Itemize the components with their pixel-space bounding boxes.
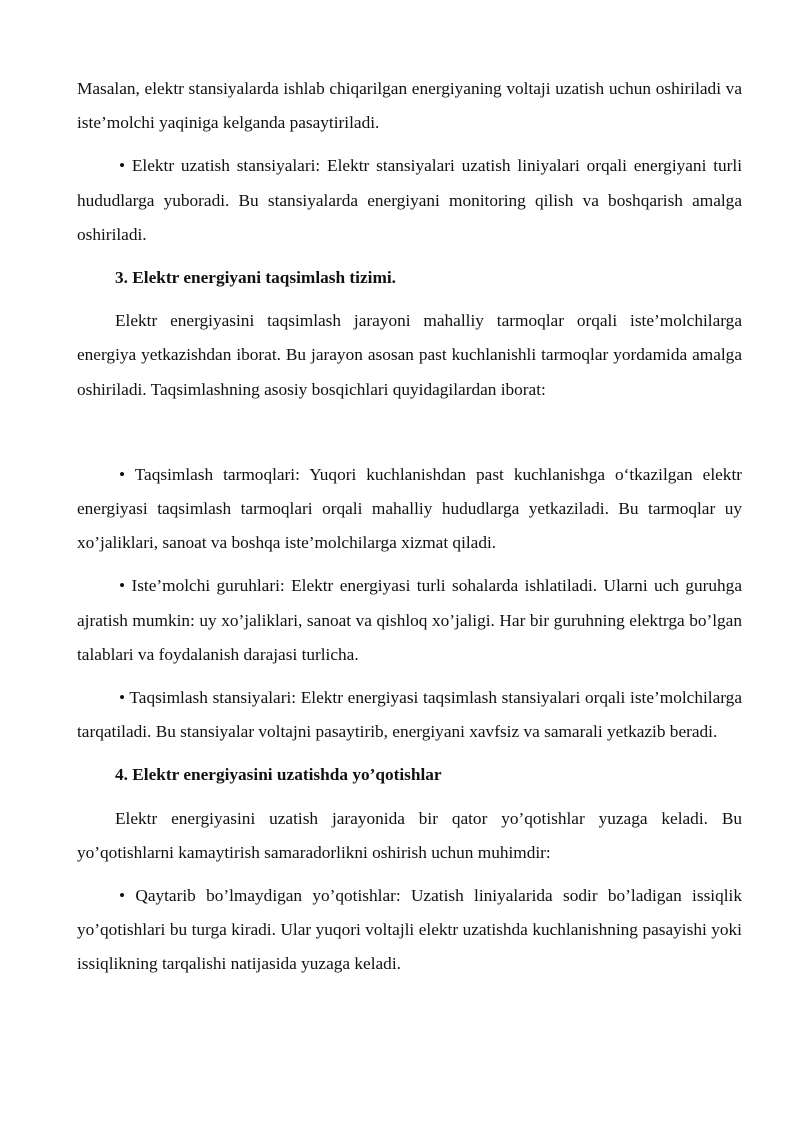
section-heading-3: 3. Elektr energiyani taqsimlash tizimi. (115, 268, 396, 288)
bullet-distribution-stations: • Taqsimlash stansiyalari: Elektr energiyasi taqsimlash stansiyalari orqali iste’molchilarga tarqatiladi. Bu stansiyalar voltajni pasaytirib, energiyani xavfsiz va samarali yetkazib beradi. (77, 688, 742, 742)
document-page (77, 72, 742, 991)
bullet-transmission-stations: • Elektr uzatish stansiyalari: Elektr stansiyalari uzatish liniyalari orqali energiyani turli hududlarga yuboradi. Bu stansiyalarda energiyani monitoring qilish va boshqarish amalga oshiriladi. (77, 156, 742, 244)
paragraph-losses-intro: Elektr energiyasini uzatish jarayonida bir qator yo’qotishlar yuzaga keladi. Bu yo’qotishlarni kamaytirish samaradorlikni oshirish uchun muhimdir: (77, 808, 742, 862)
bullet-consumer-groups: • Iste’molchi guruhlari: Elektr energiyasi turli sohalarda ishlatiladi. Ularni uch guruhga ajratish mumkin: uy xo’jaliklari, sanoat va qishloq xo’jaligi. Har bir guruhning elektrga bo’lgan talablari va foydalanish darajasi turlicha. (77, 576, 742, 664)
bullet-irreversible-losses: • Qaytarib bo’lmaydigan yo’qotishlar: Uzatish liniyalarida sodir bo’ladigan issiqlik yo’qotishlari bu turga kiradi. Ular yuqori voltajli elektr uzatishda kuchlanishning pasayishi yoki issiqlikning tarqalishi natijasida yuzaga keladi. (77, 886, 742, 974)
paragraph-continuation: Masalan, elektr stansiyalarda ishlab chiqarilgan energiyaning voltaji uzatish uchun oshiriladi va iste’molchi yaqiniga kelganda pasaytiriladi. (77, 79, 742, 133)
section-heading-4: 4. Elektr energiyasini uzatishda yo’qotishlar (115, 765, 442, 785)
paragraph-distribution-intro: Elektr energiyasini taqsimlash jarayoni mahalliy tarmoqlar orqali iste’molchilarga energiya yetkazishdan iborat. Bu jarayon asosan past kuchlanishli tarmoqlar yordamida amalga oshiriladi. Taqsimlashning asosiy bosqichlari quyidagilardan iborat: (77, 311, 742, 399)
blank-gap (77, 416, 742, 458)
bullet-distribution-networks: • Taqsimlash tarmoqlari: Yuqori kuchlanishdan past kuchlanishga o‘tkazilgan elektr energiyasi taqsimlash tarmoqlari orqali mahalliy hududlarga yetkaziladi. Bu tarmoqlar uy xo’jaliklari, sanoat va boshqa iste’molchilarga xizmat qiladi. (77, 464, 742, 553)
